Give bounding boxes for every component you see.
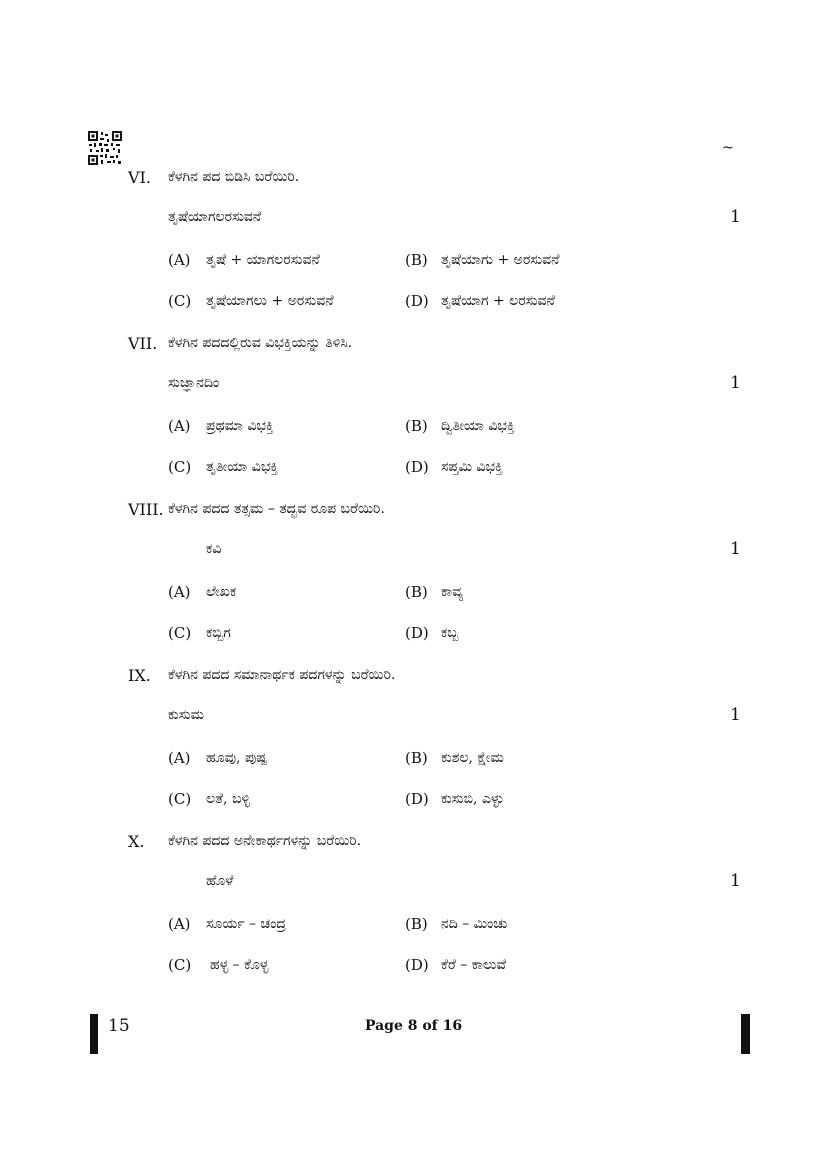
marks-value: 1 — [730, 207, 741, 227]
marks-value: 1 — [730, 871, 741, 891]
question-number: X. — [128, 832, 145, 851]
option-c-label: (C) — [168, 458, 192, 476]
question-word: ಸುಜ್ಞಾನದಿಂ — [168, 375, 220, 391]
option-c-text: ತೃತೀಯಾ ವಿಭಕ್ತಿ — [206, 459, 279, 475]
option-c-text: ಕಬ್ಬಿಗ — [206, 625, 231, 641]
marks-value: 1 — [730, 539, 741, 559]
option-d-text: ಸಪ್ತಮಿ ವಿಭಕ್ತಿ — [441, 459, 503, 475]
option-b-text: ಕಾವ್ಯ — [441, 584, 464, 600]
option-c-text: ತೃಷೆಯಾಗಲು + ಅರಸುವನೆ — [206, 293, 334, 309]
question-instruction: ಕೆಳಗಿನ ಪದ ಬಿಡಿಸಿ ಬರೆಯಿರಿ. — [168, 169, 300, 185]
option-b-label: (B) — [405, 915, 428, 933]
footer-bar-right — [741, 1014, 750, 1054]
option-b-label: (B) — [405, 583, 428, 601]
option-a-text: ಲೇಖಕ — [206, 584, 237, 600]
footer-code: 15 — [108, 1016, 130, 1036]
option-a-text: ಪ್ರಥಮಾ ವಿಭಕ್ತಿ — [206, 418, 274, 434]
option-a-text: ಸೂರ್ಯ – ಚಂದ್ರ — [206, 916, 286, 932]
option-b-label: (B) — [405, 251, 428, 269]
option-d-label: (D) — [405, 458, 429, 476]
header-tilde: ~ — [722, 140, 734, 156]
option-b-text: ತೃಷೆಯಾಗು + ಅರಸುವನೆ — [441, 252, 560, 268]
question-instruction: ಕೆಳಗಿನ ಪದದ ಸಮಾನಾರ್ಥಕ ಪದಗಳನ್ನು ಬರೆಯಿರಿ. — [168, 667, 396, 683]
question-word: ಕವಿ — [206, 541, 222, 557]
question-number: IX. — [128, 666, 151, 685]
option-c-label: (C) — [168, 624, 192, 642]
qr-code-icon — [88, 131, 122, 165]
option-d-text: ಕಬ್ಬ — [441, 625, 459, 641]
option-a-label: (A) — [168, 749, 191, 767]
option-a-label: (A) — [168, 583, 191, 601]
question-word: ತೃಷೆಯಾಗಲರಸುವನೆ — [168, 209, 262, 225]
option-d-label: (D) — [405, 292, 429, 310]
question-instruction: ಕೆಳಗಿನ ಪದದಲ್ಲಿರುವ ವಿಭಕ್ತಿಯನ್ನು ತಿಳಿಸಿ. — [168, 335, 353, 351]
option-c-text: ಲತೆ, ಬಳ್ಳಿ — [206, 791, 250, 807]
option-c-label: (C) — [168, 956, 192, 974]
option-d-text: ಕೆರೆ – ಕಾಲುವೆ — [441, 957, 507, 973]
question-instruction: ಕೆಳಗಿನ ಪದದ ಅನೇಕಾರ್ಥಗಳನ್ನು ಬರೆಯಿರಿ. — [168, 833, 362, 849]
option-d-text: ತೃಷೆಯಾಗ + ಲರಸುವನೆ — [441, 293, 555, 309]
page-number: Page 8 of 16 — [364, 1018, 463, 1034]
option-b-text: ದ್ವಿತೀಯಾ ವಿಭಕ್ತಿ — [441, 418, 515, 434]
question-number: VIII. — [128, 500, 164, 519]
option-b-label: (B) — [405, 417, 428, 435]
option-a-text: ತೃಷೆ + ಯಾಗಲರಸುವನೆ — [206, 252, 320, 268]
option-b-label: (B) — [405, 749, 428, 767]
question-word: ಹೊಳೆ — [206, 873, 234, 889]
option-d-label: (D) — [405, 624, 429, 642]
option-c-label: (C) — [168, 292, 192, 310]
marks-value: 1 — [730, 373, 741, 393]
question-number: VII. — [128, 334, 158, 353]
option-c-text: ಹಳ್ಳ – ಕೊಳ್ಳ — [210, 957, 269, 973]
question-number: VI. — [128, 168, 151, 187]
option-c-label: (C) — [168, 790, 192, 808]
option-a-label: (A) — [168, 251, 191, 269]
marks-value: 1 — [730, 705, 741, 725]
option-b-text: ನದಿ – ಮಿಂಚು — [441, 916, 508, 932]
option-d-label: (D) — [405, 956, 429, 974]
option-a-label: (A) — [168, 915, 191, 933]
option-a-text: ಹೂವು, ಪುಷ್ಪ — [206, 750, 267, 766]
question-instruction: ಕೆಳಗಿನ ಪದದ ತತ್ಸಮ – ತದ್ಭವ ರೂಪ ಬರೆಯಿರಿ. — [168, 501, 385, 517]
option-b-text: ಕುಶಲ, ಕ್ಷೇಮ — [441, 750, 504, 766]
option-d-text: ಕುಸುಬಿ, ಎಳ್ಳು — [441, 791, 504, 807]
option-a-label: (A) — [168, 417, 191, 435]
option-d-label: (D) — [405, 790, 429, 808]
question-word: ಕುಸುಮ — [168, 707, 204, 723]
